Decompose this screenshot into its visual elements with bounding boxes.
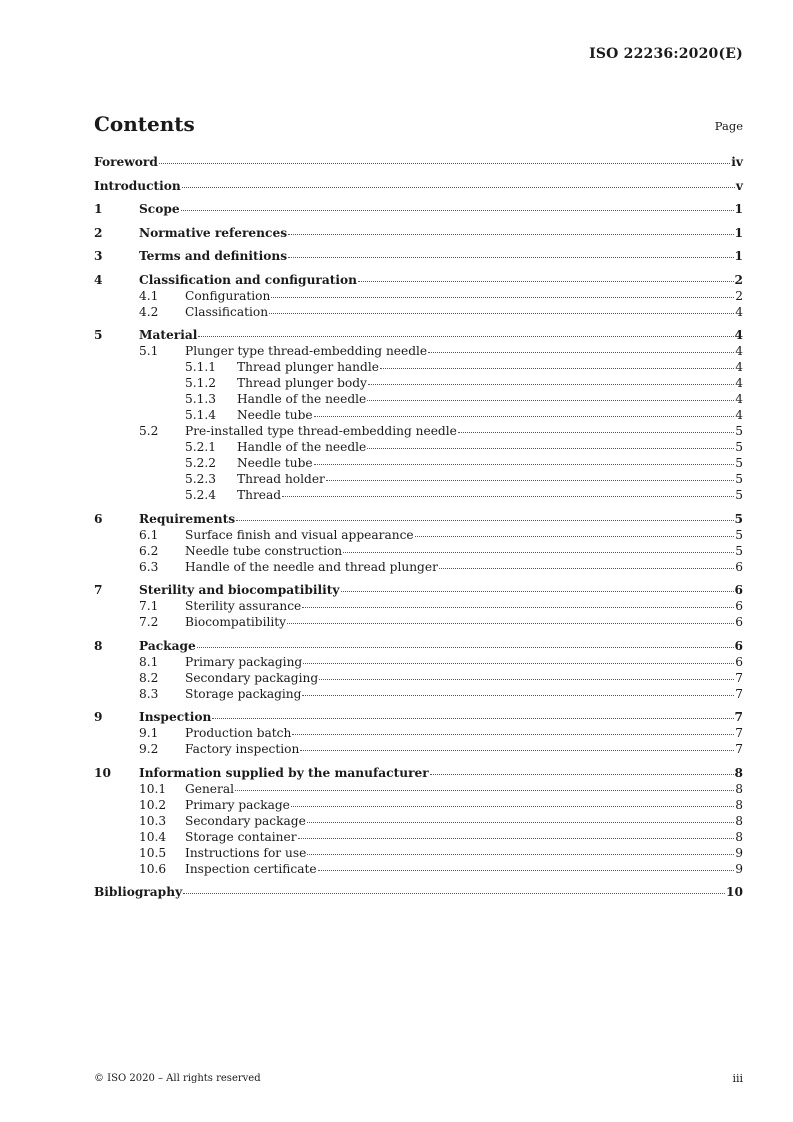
toc-entry[interactable] — [94, 654, 743, 670]
toc-entry-title: Secondary package — [185, 813, 306, 828]
dot-leader — [343, 551, 734, 553]
dot-leader — [182, 186, 735, 188]
toc-entry-number: 6.2 — [139, 543, 159, 558]
toc-entry[interactable] — [94, 407, 743, 423]
toc-entry[interactable] — [94, 455, 743, 471]
toc-entry-number: 4 — [94, 272, 103, 287]
dot-leader — [159, 162, 730, 164]
toc-entry[interactable] — [94, 741, 743, 757]
toc-entry-number: 10.1 — [139, 781, 167, 796]
toc-entry[interactable] — [94, 248, 743, 264]
toc-entry-number: 6 — [94, 511, 103, 526]
toc-entry[interactable] — [94, 225, 743, 241]
toc-entry[interactable] — [94, 845, 743, 861]
toc-entry-title: Information supplied by the manufacturer — [139, 765, 429, 780]
toc-entry-number: 4.2 — [139, 304, 159, 319]
toc-entry[interactable] — [94, 638, 743, 654]
toc-entry-title: Handle of the needle and thread plunger — [185, 559, 438, 574]
toc-entry-page: 10 — [726, 885, 743, 899]
toc-entry-number: 7.1 — [139, 599, 159, 613]
toc-entry-title: Sterility assurance — [185, 599, 302, 613]
toc-entry-title: Classification — [185, 304, 269, 319]
toc-entry-title: Production batch — [185, 726, 292, 740]
dot-leader — [235, 789, 734, 791]
dot-leader — [367, 447, 734, 449]
toc-entry-title: Inspection certificate — [185, 861, 317, 876]
dot-leader — [367, 399, 734, 401]
toc-entry[interactable] — [94, 487, 743, 503]
toc-entry[interactable] — [94, 543, 743, 559]
toc-entry-number: 8.1 — [139, 654, 159, 669]
dot-leader — [439, 567, 734, 569]
toc-entry-title: Introduction — [94, 178, 181, 193]
toc-entry-page: 4 — [735, 304, 743, 319]
toc-entry-page: iv — [731, 155, 743, 169]
toc-entry-page: 7 — [734, 710, 743, 724]
toc-entry-number: 8.2 — [139, 670, 159, 685]
table-of-contents — [94, 154, 743, 900]
dot-leader — [380, 367, 734, 369]
toc-entry-page: 7 — [735, 670, 743, 685]
toc-entry-number: 3 — [94, 249, 103, 263]
toc-entry[interactable] — [94, 781, 743, 797]
toc-entry[interactable] — [94, 471, 743, 487]
toc-entry-page: 4 — [734, 328, 743, 342]
dot-leader — [291, 805, 734, 807]
toc-entry-number: 10 — [94, 765, 111, 780]
toc-entry-page: 5 — [735, 543, 743, 558]
toc-entry-page: 1 — [734, 202, 743, 216]
toc-entry-title: Needle tube — [237, 408, 313, 422]
toc-entry-page: 5 — [735, 488, 743, 502]
toc-entry-page: 7 — [735, 726, 743, 740]
toc-entry-page: 6 — [735, 599, 743, 613]
toc-entry-title: Requirements — [139, 511, 236, 526]
toc-entry-page: 8 — [735, 813, 743, 828]
dot-leader — [292, 733, 734, 735]
dot-leader — [314, 463, 735, 465]
toc-entry-page: 6 — [735, 654, 743, 669]
dot-leader — [307, 853, 734, 855]
toc-entry-number: 1 — [94, 202, 103, 216]
dot-leader — [458, 431, 734, 433]
dot-leader — [298, 837, 735, 839]
toc-entry[interactable] — [94, 201, 743, 217]
toc-entry[interactable] — [94, 797, 743, 813]
toc-entry-title: Thread — [237, 488, 282, 502]
toc-entry-title: Configuration — [185, 288, 271, 303]
toc-entry-title: Handle of the needle — [237, 440, 367, 454]
toc-entry-page: 1 — [734, 249, 743, 263]
toc-entry-number: 7 — [94, 583, 103, 597]
toc-entry[interactable] — [94, 288, 743, 304]
toc-entry-page: 1 — [734, 225, 743, 240]
toc-entry-page: 5 — [735, 456, 743, 470]
toc-entry-title: General — [185, 781, 234, 796]
dot-leader — [415, 535, 735, 537]
dot-leader — [430, 773, 734, 775]
toc-entry[interactable] — [94, 598, 743, 614]
toc-entry-number: 5.1.1 — [185, 360, 217, 374]
toc-entry-number: 5.1.2 — [185, 376, 217, 390]
toc-entry[interactable] — [94, 582, 743, 598]
toc-entry-title: Scope — [139, 202, 180, 216]
dot-leader — [181, 209, 734, 211]
toc-entry-page: 8 — [735, 781, 743, 796]
toc-entry-title: Storage packaging — [185, 686, 302, 701]
toc-entry-title: Pre-installed type thread-embedding needle — [185, 424, 457, 438]
toc-entry[interactable] — [94, 861, 743, 877]
toc-entry-title: Package — [139, 638, 196, 653]
toc-entry-title: Instructions for use — [185, 845, 307, 860]
dot-leader — [303, 662, 734, 664]
toc-entry[interactable] — [94, 304, 743, 320]
toc-entry-page: 6 — [735, 615, 743, 629]
toc-entry-number: 10.5 — [139, 845, 167, 860]
toc-entry-page: 4 — [735, 392, 743, 406]
dot-leader — [282, 495, 734, 497]
dot-leader — [269, 312, 734, 314]
dot-leader — [368, 383, 734, 385]
toc-entry-number: 10.4 — [139, 829, 167, 844]
toc-entry-number: 5 — [94, 328, 103, 342]
toc-entry-title: Secondary packaging — [185, 670, 319, 685]
dot-leader — [341, 590, 734, 592]
toc-entry-number: 7.2 — [139, 615, 159, 629]
toc-entry-title: Surface finish and visual appearance — [185, 527, 414, 542]
toc-entry-title: Normative references — [139, 225, 288, 240]
toc-entry-page: 5 — [735, 424, 743, 438]
dot-leader — [287, 622, 734, 624]
toc-entry-title: Needle tube — [237, 456, 313, 470]
toc-entry[interactable] — [94, 559, 743, 575]
toc-entry-page: 9 — [735, 861, 743, 876]
dot-leader — [236, 519, 733, 521]
toc-entry[interactable] — [94, 670, 743, 686]
document-code: ISO 22236:2020(E) — [589, 46, 743, 62]
toc-entry-number: 4.1 — [139, 288, 159, 303]
toc-entry-number: 5.2 — [139, 424, 159, 438]
toc-entry[interactable] — [94, 178, 743, 194]
toc-entry[interactable] — [94, 813, 743, 829]
toc-entry-page: 2 — [735, 288, 743, 303]
toc-entry-title: Classification and configuration — [139, 272, 357, 287]
toc-entry-title: Thread plunger handle — [237, 360, 379, 374]
toc-entry-title: Inspection — [139, 710, 212, 724]
toc-entry[interactable] — [94, 829, 743, 845]
dot-leader — [197, 646, 734, 648]
toc-entry-number: 10.2 — [139, 797, 167, 812]
toc-entry-number: 6.1 — [139, 527, 159, 542]
toc-entry[interactable] — [94, 375, 743, 391]
toc-entry-number: 9.2 — [139, 742, 159, 756]
toc-entry-title: Primary package — [185, 797, 290, 812]
copyright-notice: © ISO 2020 – All rights reserved — [94, 1073, 261, 1084]
toc-entry-page: 5 — [735, 472, 743, 486]
toc-entry-page: 6 — [734, 638, 743, 653]
toc-entry[interactable] — [94, 391, 743, 407]
toc-entry-page: 7 — [735, 742, 743, 756]
toc-entry-title: Handle of the needle — [237, 392, 367, 406]
toc-entry-page: 8 — [734, 765, 743, 780]
page-title: Contents — [94, 112, 195, 136]
dot-leader — [318, 869, 735, 871]
dot-leader — [288, 233, 733, 235]
toc-entry-title: Needle tube construction — [185, 543, 343, 558]
dot-leader — [300, 749, 734, 751]
toc-entry-number: 5.1.3 — [185, 392, 217, 406]
toc-entry-page: 9 — [735, 845, 743, 860]
toc-entry-number: 5.2.2 — [185, 456, 217, 470]
toc-entry[interactable] — [94, 686, 743, 702]
toc-entry-title: Factory inspection — [185, 742, 300, 756]
toc-entry[interactable] — [94, 439, 743, 455]
toc-entry-number: 2 — [94, 225, 103, 240]
toc-entry-page: v — [735, 178, 743, 193]
toc-entry-number: 5.2.3 — [185, 472, 217, 486]
toc-entry-title: Terms and definitions — [139, 249, 288, 263]
toc-entry-number: 10.6 — [139, 861, 167, 876]
toc-entry[interactable] — [94, 725, 743, 741]
toc-entry-title: Plunger type thread-embedding needle — [185, 344, 428, 358]
toc-entry-title: Thread plunger body — [237, 376, 367, 390]
dot-leader — [302, 694, 734, 696]
toc-entry-title: Bibliography — [94, 885, 183, 899]
toc-entry-page: 5 — [734, 511, 743, 526]
toc-entry[interactable] — [94, 327, 743, 343]
toc-entry-number: 6.3 — [139, 559, 159, 574]
toc-entry-title: Material — [139, 328, 198, 342]
toc-entry[interactable] — [94, 343, 743, 359]
toc-entry-page: 5 — [735, 527, 743, 542]
toc-entry-page: 4 — [735, 376, 743, 390]
toc-entry[interactable] — [94, 614, 743, 630]
toc-entry[interactable] — [94, 423, 743, 439]
toc-entry-page: 6 — [735, 559, 743, 574]
toc-entry-page: 4 — [735, 344, 743, 358]
toc-entry-number: 5.1 — [139, 344, 159, 358]
toc-entry-page: 4 — [735, 408, 743, 422]
dot-leader — [183, 892, 725, 894]
toc-entry[interactable] — [94, 527, 743, 543]
toc-entry-number: 5.1.4 — [185, 408, 217, 422]
toc-entry[interactable] — [94, 154, 743, 170]
toc-entry-number: 5.2.4 — [185, 488, 217, 502]
toc-entry-number: 9.1 — [139, 726, 159, 740]
dot-leader — [302, 606, 734, 608]
toc-entry-number: 10.3 — [139, 813, 167, 828]
toc-entry-title: Thread holder — [237, 472, 325, 486]
toc-entry-page: 8 — [735, 829, 743, 844]
toc-entry-page: 8 — [735, 797, 743, 812]
toc-entry[interactable] — [94, 765, 743, 781]
dot-leader — [314, 415, 735, 417]
toc-entry-page: 7 — [735, 686, 743, 701]
dot-leader — [198, 335, 733, 337]
dot-leader — [326, 479, 734, 481]
toc-entry[interactable] — [94, 709, 743, 725]
toc-entry-title: Storage container — [185, 829, 297, 844]
dot-leader — [319, 678, 734, 680]
dot-leader — [212, 717, 733, 719]
toc-entry-number: 8.3 — [139, 686, 159, 701]
toc-entry[interactable] — [94, 359, 743, 375]
toc-entry-title: Foreword — [94, 155, 158, 169]
toc-entry-number: 5.2.1 — [185, 440, 217, 454]
toc-entry-number: 9 — [94, 710, 103, 724]
toc-entry-page: 2 — [734, 272, 743, 287]
toc-entry[interactable] — [94, 272, 743, 288]
toc-entry-title: Biocompatibility — [185, 615, 287, 629]
toc-entry-page: 6 — [734, 583, 743, 597]
toc-entry-title: Primary packaging — [185, 654, 303, 669]
dot-leader — [288, 256, 733, 258]
dot-leader — [307, 821, 734, 823]
toc-entry-page: 5 — [735, 440, 743, 454]
toc-entry-page: 4 — [735, 360, 743, 374]
dot-leader — [428, 351, 734, 353]
toc-entry[interactable] — [94, 884, 743, 900]
page-number: iii — [732, 1072, 743, 1085]
toc-entry-title: Sterility and biocompatibility — [139, 583, 340, 597]
toc-entry-number: 8 — [94, 638, 103, 653]
page-column-label: Page — [714, 119, 743, 133]
dot-leader — [271, 296, 734, 298]
toc-entry[interactable] — [94, 511, 743, 527]
dot-leader — [358, 280, 734, 282]
